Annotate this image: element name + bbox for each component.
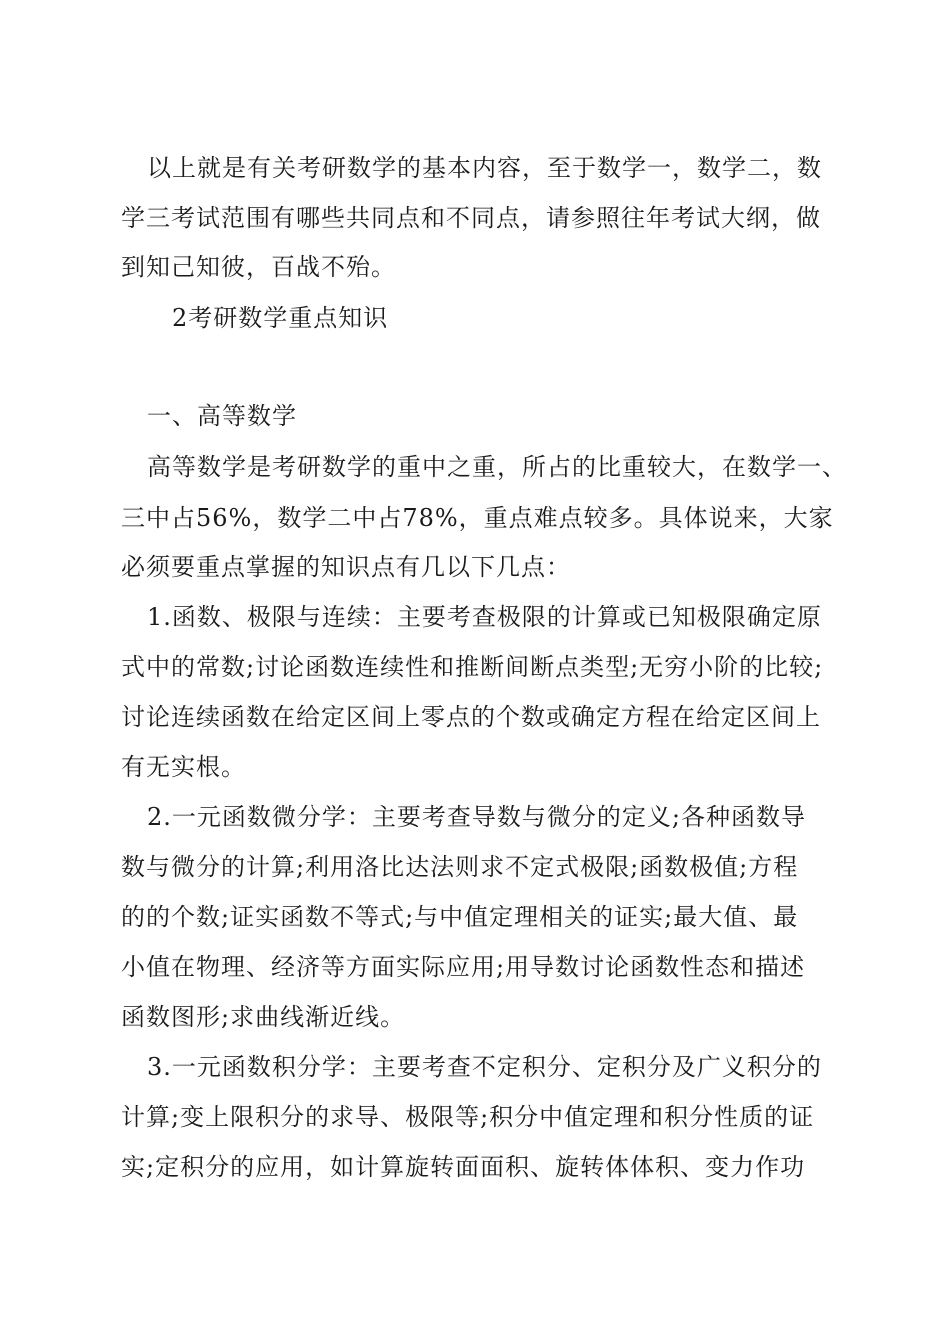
text-line: 高等数学是考研数学的重中之重，所占的比重较大，在数学一、 (147, 453, 847, 481)
text-line: 函数图形;求曲线渐近线。 (121, 1003, 406, 1031)
text-line: 实;定积分的应用，如计算旋转面面积、旋转体体积、变力作功 (121, 1153, 806, 1181)
text-line: 小值在物理、经济等方面实际应用;用导数讨论函数性态和描述 (121, 953, 806, 981)
text-line: 讨论连续函数在给定区间上零点的个数或确定方程在给定区间上 (121, 703, 821, 731)
text-line: 三中占56%，数学二中占78%，重点难点较多。具体说来，大家 (121, 504, 834, 532)
text-line: 必须要重点掌握的知识点有几以下几点： (121, 553, 571, 581)
text-line: 数与微分的计算;利用洛比达法则求不定式极限;函数极值;方程 (121, 853, 799, 881)
text-line: 式中的常数;讨论函数连续性和推断间断点类型;无穷小阶的比较; (121, 653, 824, 681)
list-item-text: 2.一元函数微分学：主要考查导数与微分的定义;各种函数导 (147, 803, 806, 831)
section-heading: 2考研数学重点知识 (172, 304, 389, 332)
text-line: 以上就是有关考研数学的基本内容，至于数学一，数学二，数 (147, 154, 822, 182)
text-line: 有无实根。 (121, 753, 246, 781)
text-line: 学三考试范围有哪些共同点和不同点，请参照往年考试大纲，做 (121, 204, 821, 232)
list-item-text: 3.一元函数积分学：主要考查不定积分、定积分及广义积分的 (147, 1053, 822, 1081)
text-line: 计算;变上限积分的求导、极限等;积分中值定理和积分性质的证 (121, 1103, 815, 1131)
text-line: 到知己知彼，百战不殆。 (121, 253, 396, 281)
text-line: 的的个数;证实函数不等式;与中值定理相关的证实;最大值、最 (121, 903, 799, 931)
subsection-heading: 一、高等数学 (147, 402, 297, 430)
list-item-text: 1.函数、极限与连续：主要考查极限的计算或已知极限确定原 (147, 603, 822, 631)
